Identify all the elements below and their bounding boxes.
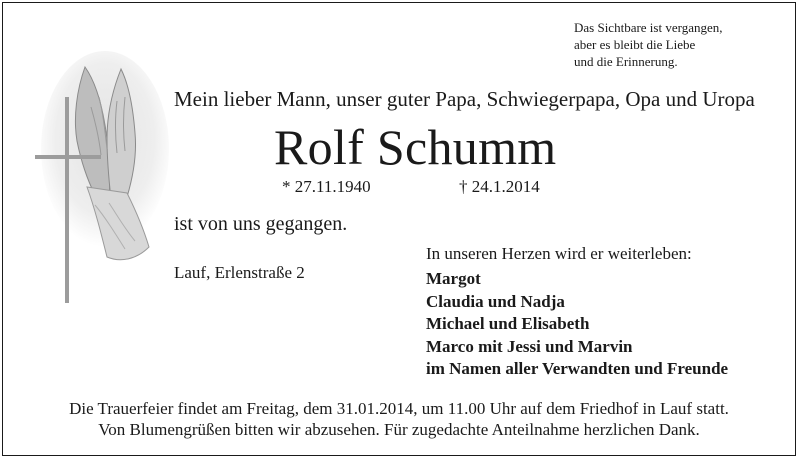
quote-line: Das Sichtbare ist vergangen, (574, 20, 723, 35)
quote-line: aber es bleibt die Liebe (574, 37, 696, 52)
funeral-notice (3, 398, 795, 440)
deceased-name: Rolf Schumm (274, 119, 557, 175)
memorial-quote (574, 19, 723, 70)
address: Lauf, Erlenstraße 2 (174, 263, 305, 282)
mourner-name: Marco mit Jessi und Marvin (426, 336, 633, 356)
mourner-name: Margot (426, 269, 481, 288)
passed-away-text: ist von uns gegangen. (174, 213, 348, 235)
death-date: † 24.1.2014 (459, 177, 540, 196)
mourner-name: im Namen aller Verwandten und Freunde (426, 359, 729, 378)
funeral-info: Die Trauerfeier findet am Freitag, dem 31.01.2014, um 11.00 Uhr auf dem Friedhof in Lauf statt. (69, 399, 729, 418)
quote-line: und die Erinnerung. (574, 54, 678, 69)
praying-hands-icon (25, 37, 175, 309)
flowers-note: Von Blumengrüßen bitten wir abzusehen. Für zugedachte Anteilnahme herzlichen Dank. (98, 420, 700, 439)
birth-date: * 27.11.1940 (282, 177, 371, 196)
mourners-list (426, 268, 728, 381)
obituary-card (2, 2, 796, 456)
intro-line: Mein lieber Mann, unser guter Papa, Schwiegerpapa, Opa und Uropa (174, 87, 755, 111)
mourner-name: Michael und Elisabeth (426, 314, 590, 333)
live-on-heading: In unseren Herzen wird er weiterleben: (426, 244, 692, 263)
mourner-name: Claudia und Nadja (426, 291, 565, 311)
